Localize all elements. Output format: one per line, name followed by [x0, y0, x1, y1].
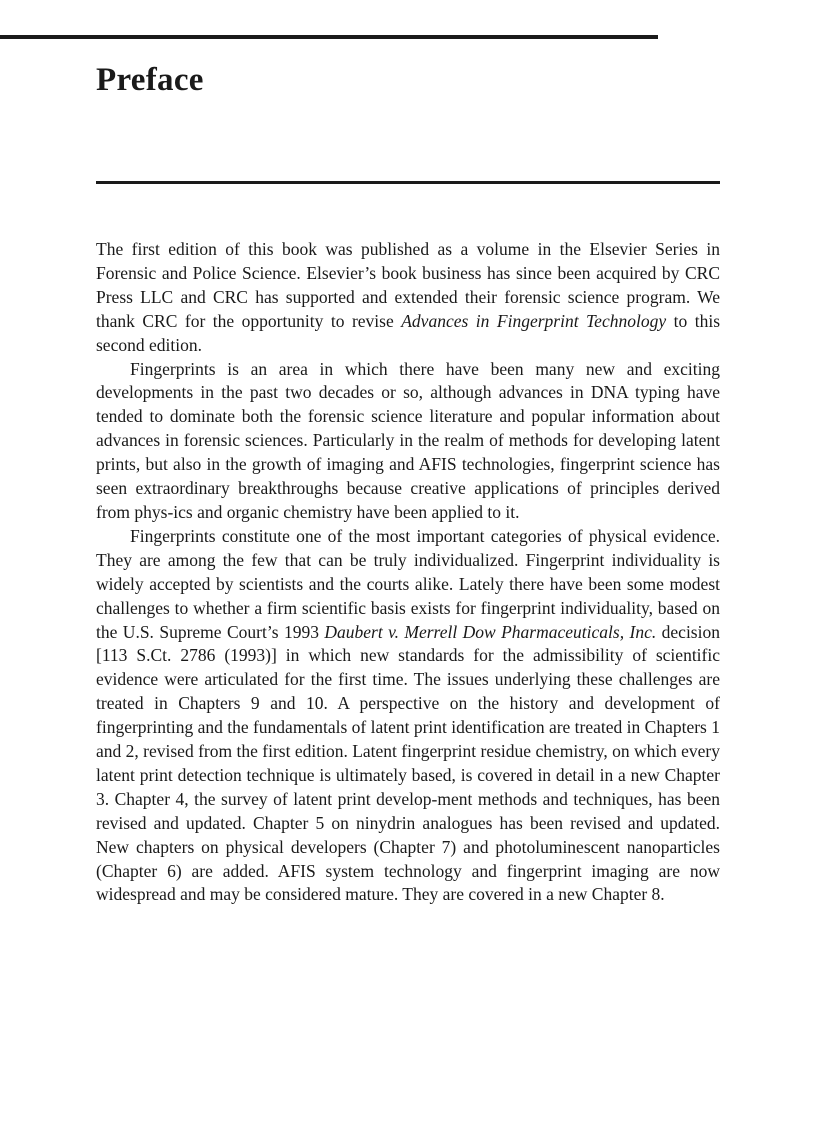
- paragraph-3: [96, 525, 720, 908]
- paragraph-3-text-b: decision [113 S.Ct. 2786 (1993)] in which new standards for the admissibility of scientific evidence were articulated for the first time. The issues underlying these challenges are treated in Chapters 9 and 10. A perspective on the history and development of fingerprinting and the fundamentals of latent print identification are treated in Chapters 1 and 2, revised from the first edition. Latent fingerprint residue chemistry, on which every latent print detection technique is ultimately based, is covered in detail in a new Chapter 3. Chapter 4, the survey of latent print develop-ment methods and techniques, has been revised and updated. Chapter 5 on ninydrin analogues has been revised and updated. New chapters on physical developers (Chapter 7) and photoluminescent nanoparticles (Chapter 6) are added. AFIS system technology and fingerprint imaging are now widespread and may be considered mature. They are covered in a new Chapter 8.: [96, 621, 720, 905]
- paragraph-3-text-a: Fingerprints constitute one of the most important categories of physical evidence. They are among the few that can be truly individualized. Fingerprint individuality is widely accepted by scientists and the courts alike. Lately there have been some modest challenges to whether a firm scientific basis exists for fingerprint individuality, based on the U.S. Supreme Court’s 1993: [96, 525, 720, 642]
- case-name-italic: Daubert v. Merrell Dow Pharmaceuticals, Inc.: [324, 621, 657, 642]
- paragraph-1-text-a: The first edition of this book was published as a volume in the Elsevier Series in Forensic and Police Science. Elsevier’s book business has since been acquired by CRC Press LLC and CRC has supported and extended their forensic science program. We thank CRC for the opportunity to revise: [96, 239, 720, 331]
- paragraph-1-text-b: to this second edition.: [96, 310, 721, 355]
- paragraph-2: Fingerprints is an area in which there have been many new and exciting developments in the past two decades or so, although advances in DNA typing have tended to dominate both the forensic science literature and popular information about advances in forensic sciences. Particularly in the realm of methods for developing latent prints, but also in the growth of imaging and AFIS technologies, fingerprint science has seen extraordinary breakthroughs because creative applications of principles derived from phys-ics and organic chemistry have been applied to it.: [96, 358, 720, 522]
- title-divider: [96, 181, 720, 184]
- page-title: Preface: [96, 62, 204, 98]
- book-title-italic: Advances in Fingerprint Technology: [401, 310, 667, 331]
- preface-body: [96, 238, 720, 907]
- paragraph-1: [96, 238, 720, 358]
- header-rule: [0, 35, 658, 39]
